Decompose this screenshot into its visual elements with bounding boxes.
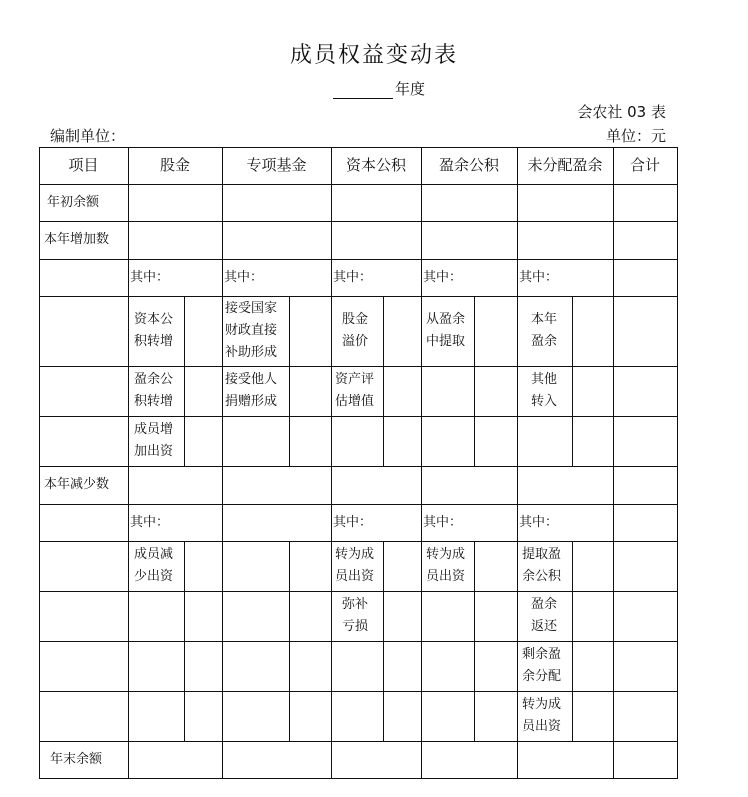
label-line: 员出资 — [335, 569, 375, 584]
of-which-special-fund: 其中： — [224, 270, 264, 285]
state-subsidy — [225, 298, 277, 364]
of-which-surplus-reserve: 其中： — [423, 270, 463, 285]
label-line: 接受国家 — [225, 301, 278, 316]
year-suffix: 年度 — [395, 80, 426, 98]
label-line: 转入 — [531, 394, 558, 409]
loss-cover — [342, 594, 368, 638]
header-item: 项目 — [68, 156, 99, 174]
of-which-share-capital-decrease: 其中： — [130, 515, 170, 530]
label-line: 转为成 — [426, 547, 466, 562]
row-decrease: 本年减少数 — [44, 477, 110, 492]
form-code: 会农社 03 表 — [577, 103, 666, 121]
remaining-distribution — [522, 644, 561, 688]
label-line: 财政直接 — [225, 323, 278, 338]
share-premium — [342, 309, 368, 353]
surplus-to-member — [426, 544, 465, 588]
label-line: 本年 — [531, 312, 558, 327]
label-line: 其他 — [531, 372, 558, 387]
label-line: 转为成 — [522, 697, 562, 712]
label-line: 成员增 — [134, 422, 174, 437]
capital-reserve-transfer — [134, 309, 173, 353]
undistributed-to-member — [522, 694, 561, 738]
label-line: 从盈余 — [426, 312, 466, 327]
report-title: 成员权益变动表 — [289, 43, 458, 68]
surplus-reserve-transfer — [134, 369, 173, 413]
row-closing-balance: 年末余额 — [50, 752, 103, 767]
label-line: 盈余 — [531, 334, 558, 349]
header-capital-reserve: 资本公积 — [345, 156, 406, 174]
label-line: 亏损 — [342, 619, 369, 634]
label-line: 股金 — [342, 312, 369, 327]
member-withdrawal — [134, 544, 173, 588]
row-opening-balance: 年初余额 — [47, 195, 100, 210]
label-line: 溢价 — [342, 334, 369, 349]
appropriate-reserve — [522, 544, 561, 588]
label-line: 余公积 — [522, 569, 562, 584]
label-line: 积转增 — [134, 394, 174, 409]
header-total: 合计 — [629, 156, 660, 174]
from-surplus — [426, 309, 465, 353]
asset-revaluation — [335, 369, 374, 413]
label-line: 成员减 — [134, 547, 174, 562]
prepared-by-label: 编制单位： — [50, 127, 126, 145]
label-line: 积转增 — [134, 334, 174, 349]
label-line: 中提取 — [426, 334, 466, 349]
label-line: 估增值 — [335, 394, 375, 409]
header-special-fund: 专项基金 — [246, 156, 307, 174]
label-line: 接受他人 — [225, 372, 278, 387]
label-line: 资产评 — [335, 372, 375, 387]
of-which-surplus-reserve-decrease: 其中： — [423, 515, 463, 530]
label-line: 剩余盈 — [522, 647, 562, 662]
of-which-undistributed: 其中： — [519, 270, 559, 285]
label-line: 捐赠形成 — [225, 394, 278, 409]
donation — [225, 369, 277, 413]
header-undistributed-surplus: 未分配盈余 — [527, 156, 603, 174]
member-contribution-increase — [134, 419, 173, 463]
header-surplus-reserve: 盈余公积 — [438, 156, 499, 174]
label-line: 员出资 — [522, 719, 562, 734]
of-which-capital-reserve-decrease: 其中： — [333, 515, 373, 530]
other-transfer-in — [531, 369, 557, 413]
current-year-surplus — [531, 309, 557, 353]
surplus-return — [531, 594, 557, 638]
label-line: 提取盈 — [522, 547, 562, 562]
label-line: 转为成 — [335, 547, 375, 562]
row-increase: 本年增加数 — [44, 232, 110, 247]
label-line: 加出资 — [134, 444, 174, 459]
label-line: 盈余 — [531, 597, 558, 612]
label-line: 弥补 — [342, 597, 369, 612]
label-line: 员出资 — [426, 569, 466, 584]
label-line: 余分配 — [522, 669, 562, 684]
of-which-capital-reserve: 其中： — [333, 270, 373, 285]
label-line: 少出资 — [134, 569, 174, 584]
currency-unit: 单位：元 — [605, 127, 666, 145]
of-which-undistributed-decrease: 其中： — [519, 515, 559, 530]
capital-to-member — [335, 544, 374, 588]
of-which-share-capital: 其中： — [130, 270, 170, 285]
label-line: 资本公 — [134, 312, 174, 327]
label-line: 盈余公 — [134, 372, 174, 387]
label-line: 补助形成 — [225, 345, 278, 360]
label-line: 返还 — [531, 619, 558, 634]
header-share-capital: 股金 — [159, 156, 190, 174]
